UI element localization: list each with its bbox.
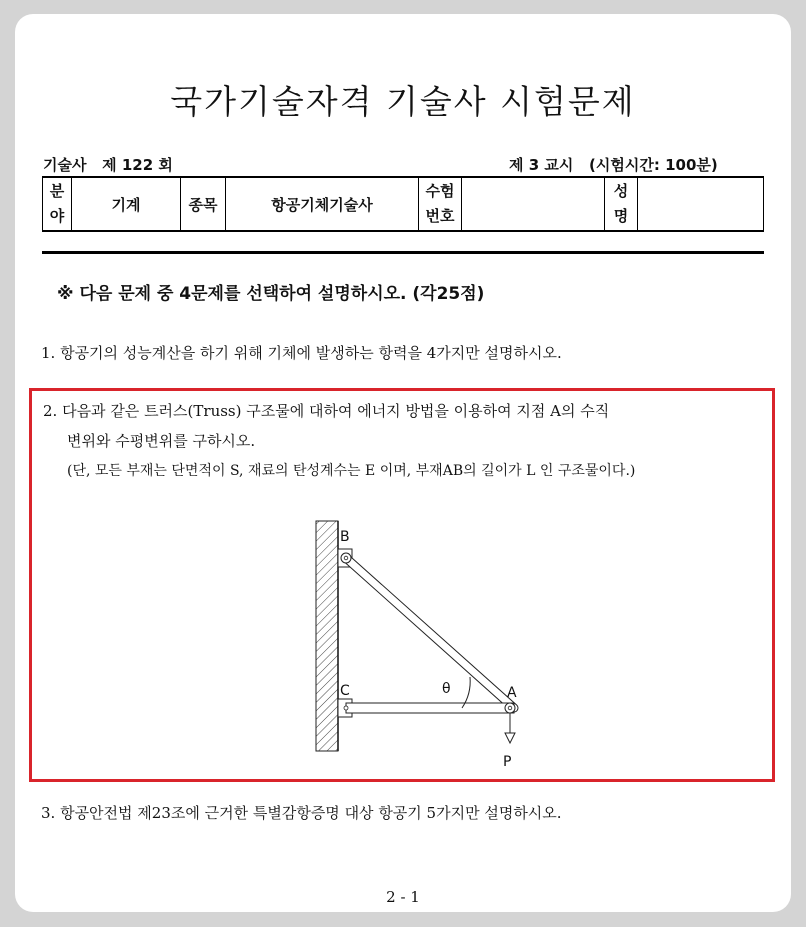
time-info: (시험시간: 100분): [589, 156, 718, 174]
info-table: [42, 176, 764, 232]
session-label: 제 3 교시: [509, 156, 574, 174]
question-2-condition: (단, 모든 부재는 단면적이 S, 재료의 탄성계수는 E 이며, 부재AB의 길이가 L 인 구조물이다.): [67, 463, 636, 479]
label-p: P: [503, 754, 512, 770]
name-field[interactable]: [638, 177, 764, 231]
name-label: 성 명: [605, 177, 638, 231]
exam-session: [509, 154, 718, 175]
question-3: 3. 항공안전법 제23조에 근거한 특별감항증명 대상 항공기 5가지만 설명하시오.: [41, 804, 562, 822]
field-value: 기계: [72, 177, 181, 231]
label-c: C: [340, 683, 350, 699]
exam-prefix: 기술사: [43, 156, 87, 174]
divider: [42, 251, 764, 254]
question-2-line-1: 2. 다음과 같은 트러스(Truss) 구조물에 대하여 에너지 방법을 이용하여 지점 A의 수직: [43, 402, 610, 420]
load-arrow-head: [505, 733, 515, 743]
pin-a-center: [508, 706, 512, 710]
truss-diagram: [302, 521, 517, 771]
exam-number-label: 수험 번호: [419, 177, 462, 231]
exam-number-field[interactable]: [462, 177, 605, 231]
question-2-highlight: [29, 388, 775, 782]
wall-hatching: [316, 521, 338, 751]
label-b: B: [340, 529, 350, 545]
page-number: 2 - 1: [386, 888, 420, 906]
member-ca: [346, 703, 514, 713]
page-title: 국가기술자격 기술사 시험문제: [170, 82, 636, 121]
category-value: 항공기체기술사: [226, 177, 419, 231]
question-2-line-2: 변위와 수평변위를 구하시오.: [67, 432, 256, 450]
question-1: 1. 항공기의 성능계산을 하기 위해 기체에 발생하는 항력을 4가지만 설명하시오.: [41, 344, 562, 362]
label-theta: θ: [442, 681, 451, 697]
label-a: A: [507, 685, 517, 701]
pin-c: [344, 706, 348, 710]
field-label: 분 야: [43, 177, 72, 231]
category-label: 종목: [181, 177, 226, 231]
member-ab-inner: [346, 558, 514, 708]
exam-sheet: [15, 14, 791, 912]
exam-round-label: 제 122 회: [102, 156, 173, 174]
instruction-text: ※ 다음 문제 중 4문제를 선택하여 설명하시오. (각25점): [57, 284, 485, 304]
pin-b-center: [344, 556, 348, 560]
exam-round: [43, 154, 173, 175]
